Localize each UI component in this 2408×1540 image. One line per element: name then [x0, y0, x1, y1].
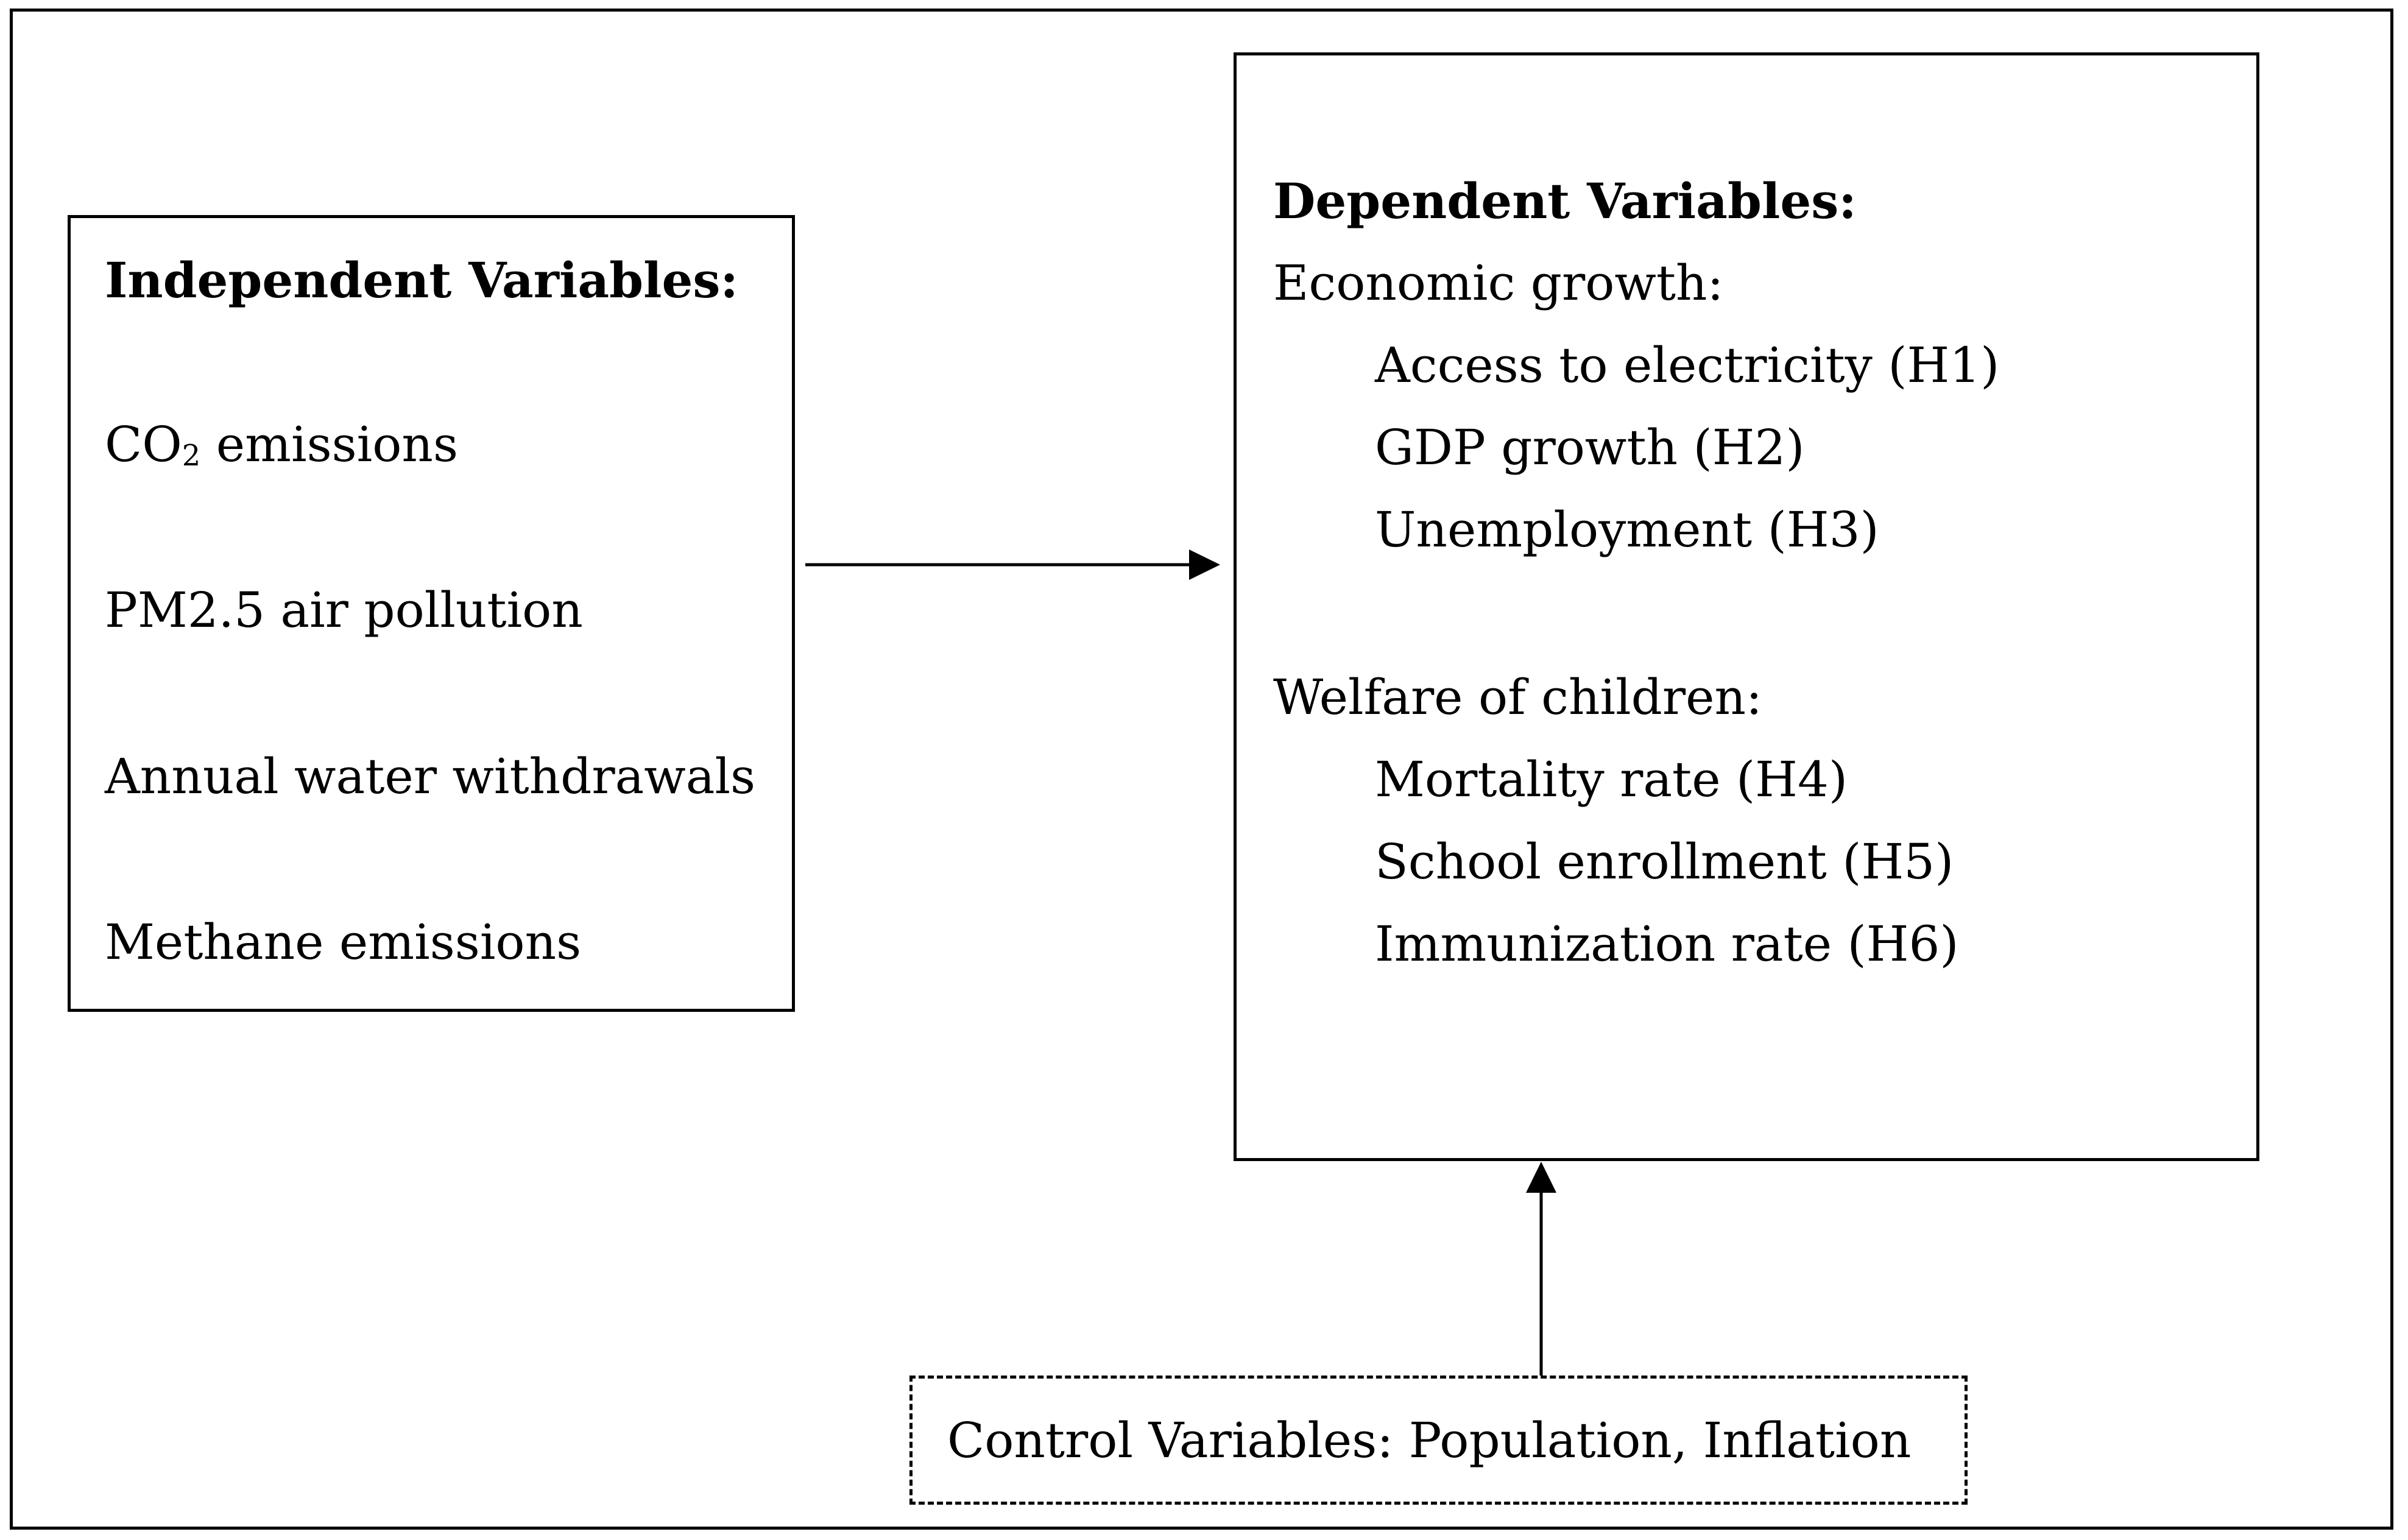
dependent-heading: Dependent Variables:: [1273, 172, 1857, 230]
control-variables-label: Control Variables: Population, Inflation: [947, 1412, 1912, 1469]
independent-item-pm25: PM2.5 air pollution: [105, 582, 583, 638]
independent-item-methane: Methane emissions: [105, 914, 582, 970]
independent-item-co2: $CO_2$ emissions: [105, 416, 458, 473]
independent-heading: Independent Variables:: [105, 252, 738, 309]
economic-item-h2: GDP growth (H2): [1375, 419, 1805, 476]
economic-growth-label: Economic growth:: [1273, 255, 1724, 311]
control-to-dependent-arrow: [1526, 1162, 1556, 1376]
welfare-item-h4: Mortality rate (H4): [1375, 751, 1848, 808]
independent-item-water: Annual water withdrawals: [105, 748, 756, 805]
welfare-item-h5: School enrollment (H5): [1375, 833, 1954, 890]
welfare-children-label: Welfare of children:: [1273, 669, 1762, 726]
independent-to-dependent-arrow: [805, 549, 1220, 580]
economic-item-h1: Access to electricity (H1): [1375, 337, 2000, 394]
welfare-item-h6: Immunization rate (H6): [1375, 916, 1959, 972]
economic-item-h3: Unemployment (H3): [1375, 501, 1879, 558]
